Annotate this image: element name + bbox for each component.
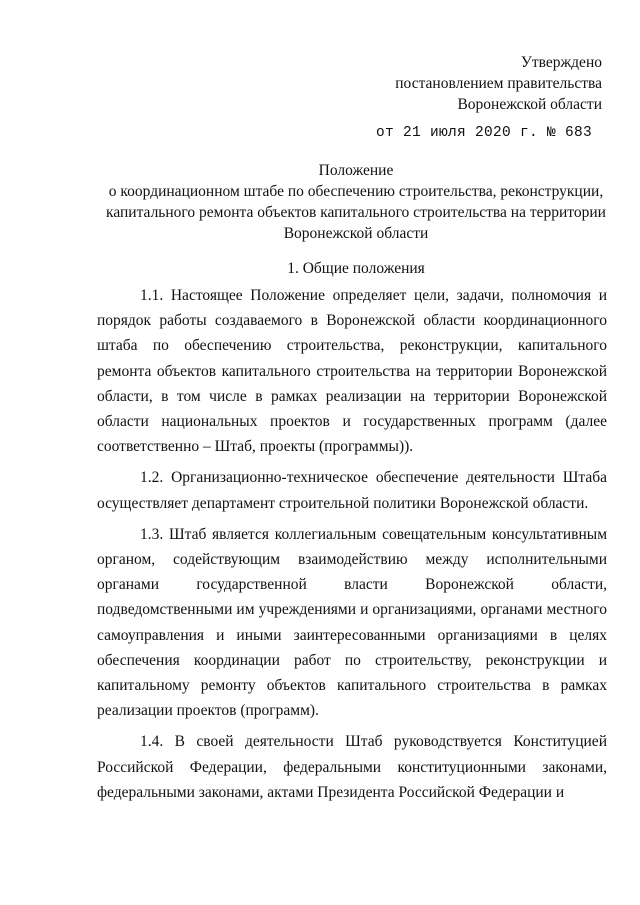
body-text xyxy=(97,283,607,811)
approval-date-stamp: от 21 июля 2020 г. № 683 xyxy=(375,125,592,141)
section-heading: 1. Общие положения xyxy=(287,260,425,277)
paragraph-1-1: 1.1. Настоящее Положение определяет цели, задачи, полномочия и порядок работы создаваемого в Воронежской области координационного штаба по обеспечению строительства, реконструкции, капитального ремонта объектов капитального строительства на территории Воронежской области, в том числе в рамках реализации на территории Воронежской области национальных проектов и государственных программ (далее соответственно – Штаб, проекты (программы)). xyxy=(97,287,607,456)
document-title xyxy=(96,160,616,244)
title-line-1: Положение xyxy=(318,162,394,179)
paragraph-1-2: 1.2. Организационно-техническое обеспечение деятельности Штаба осуществляет департамент строительной политики Воронежской области. xyxy=(97,469,607,512)
approval-line-resolution: постановлением правительства xyxy=(395,75,602,92)
paragraph-1-4: 1.4. В своей деятельности Штаб руководствуется Конституцией Российской Федерации, федеральными конституционными законами, федеральными законами, актами Президента Российской Федерации и xyxy=(97,733,607,801)
title-line-3: капитального ремонта объектов капитального строительства на территории xyxy=(106,204,606,221)
approval-line-approved: Утверждено xyxy=(520,54,602,71)
title-line-2: о координационном штабе по обеспечению строительства, реконструкции, xyxy=(108,183,604,200)
paragraph-1-3: 1.3. Штаб является коллегиальным совещательным консультативным органом, содействующим взаимодействию между исполнительными органами государственной власти Воронежской области, подведомственными им учреждениями и организациями, органами местного самоуправления и иными заинтересованными организациями в целях обеспечения координации работ по строительству, реконструкции и капитальному ремонту объектов капитального строительства в рамках реализации проектов (программ). xyxy=(97,525,607,720)
approval-line-region: Воронежской области xyxy=(457,96,602,113)
approval-block xyxy=(376,52,602,144)
title-line-4: Воронежской области xyxy=(283,225,429,242)
